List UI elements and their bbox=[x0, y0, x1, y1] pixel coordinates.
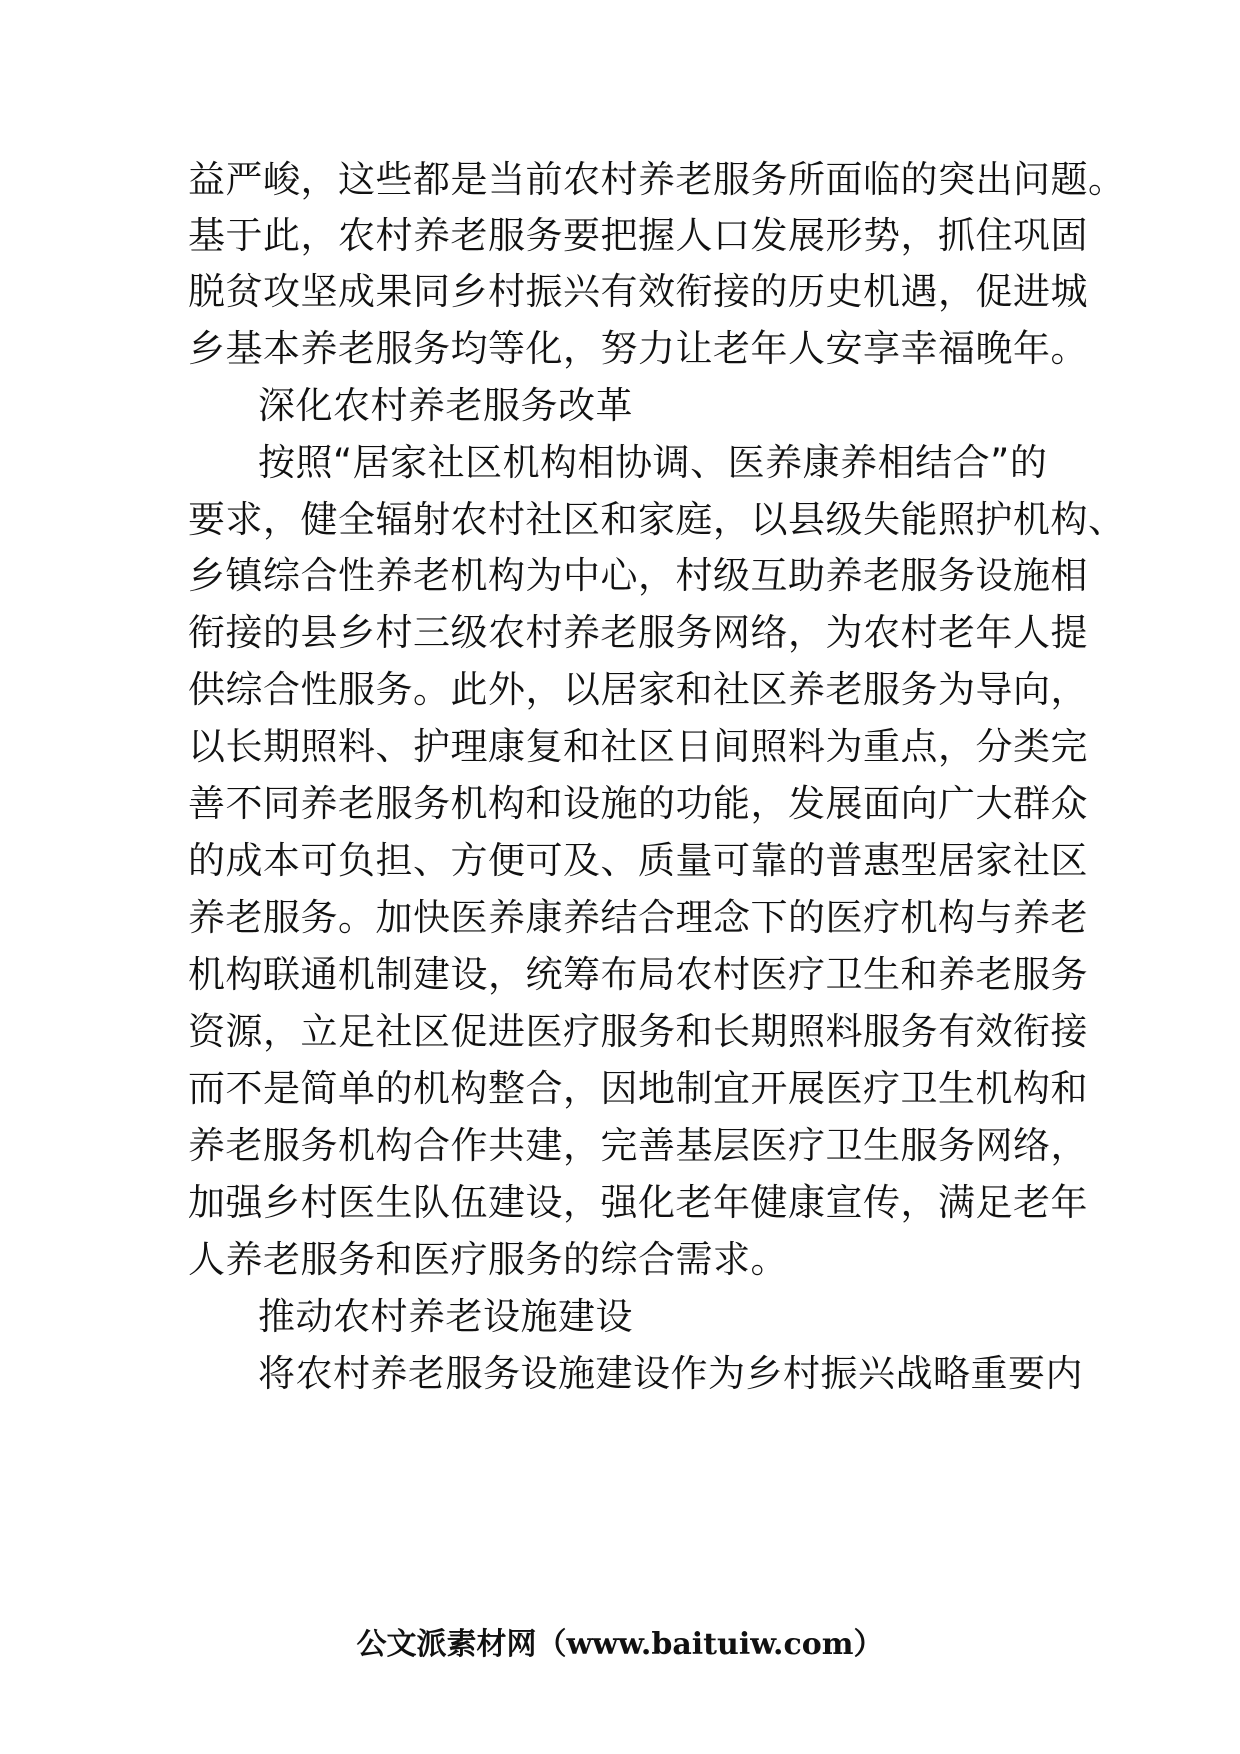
body-text-line: 基于此，农村养老服务要把握人口发展形势，抓住巩固 bbox=[188, 214, 1088, 257]
body-text-line: 乡镇综合性养老机构为中心，村级互助养老服务设施相 bbox=[188, 554, 1088, 597]
body-text-line: 供综合性服务。此外，以居家和社区养老服务为导向， bbox=[188, 668, 1088, 711]
body-text-line: 的成本可负担、方便可及、质量可靠的普惠型居家社区 bbox=[188, 839, 1088, 882]
body-text-line: 加强乡村医生队伍建设，强化老年健康宣传，满足老年 bbox=[188, 1181, 1088, 1224]
body-text-line: 乡基本养老服务均等化，努力让老年人安享幸福晚年。 bbox=[188, 327, 1088, 370]
footer-watermark: 公文派素材网（www.baituiw.com） bbox=[356, 1627, 884, 1662]
body-text-line: 将农村养老服务设施建设作为乡村振兴战略重要内 bbox=[258, 1352, 1083, 1395]
body-text-line: 机构联通机制建设，统筹布局农村医疗卫生和养老服务 bbox=[188, 953, 1088, 996]
body-text-line: 而不是简单的机构整合，因地制宜开展医疗卫生机构和 bbox=[188, 1067, 1088, 1110]
body-text-line: 脱贫攻坚成果同乡村振兴有效衔接的历史机遇，促进城 bbox=[188, 270, 1088, 313]
body-text-line: 要求，健全辐射农村社区和家庭，以县级失能照护机构、 bbox=[188, 498, 1126, 541]
body-text-line: 善不同养老服务机构和设施的功能，发展面向广大群众 bbox=[188, 782, 1088, 825]
body-text-line: 衔接的县乡村三级农村养老服务网络，为农村老年人提 bbox=[188, 611, 1088, 654]
body-text-line: 人养老服务和医疗服务的综合需求。 bbox=[188, 1238, 788, 1281]
body-text-line: 按照“居家社区机构相协调、医养康养相结合”的 bbox=[258, 441, 1048, 484]
body-text-line: 益严峻，这些都是当前农村养老服务所面临的突出问题。 bbox=[188, 158, 1126, 201]
body-text-line: 养老服务机构合作共建，完善基层医疗卫生服务网络， bbox=[188, 1124, 1088, 1167]
body-text-line: 养老服务。加快医养康养结合理念下的医疗机构与养老 bbox=[188, 896, 1088, 939]
section-heading: 推动农村养老设施建设 bbox=[258, 1295, 633, 1338]
body-text-line: 以长期照料、护理康复和社区日间照料为重点，分类完 bbox=[188, 725, 1088, 768]
body-text-line: 资源，立足社区促进医疗服务和长期照料服务有效衔接 bbox=[188, 1010, 1088, 1053]
section-heading: 深化农村养老服务改革 bbox=[258, 384, 633, 427]
